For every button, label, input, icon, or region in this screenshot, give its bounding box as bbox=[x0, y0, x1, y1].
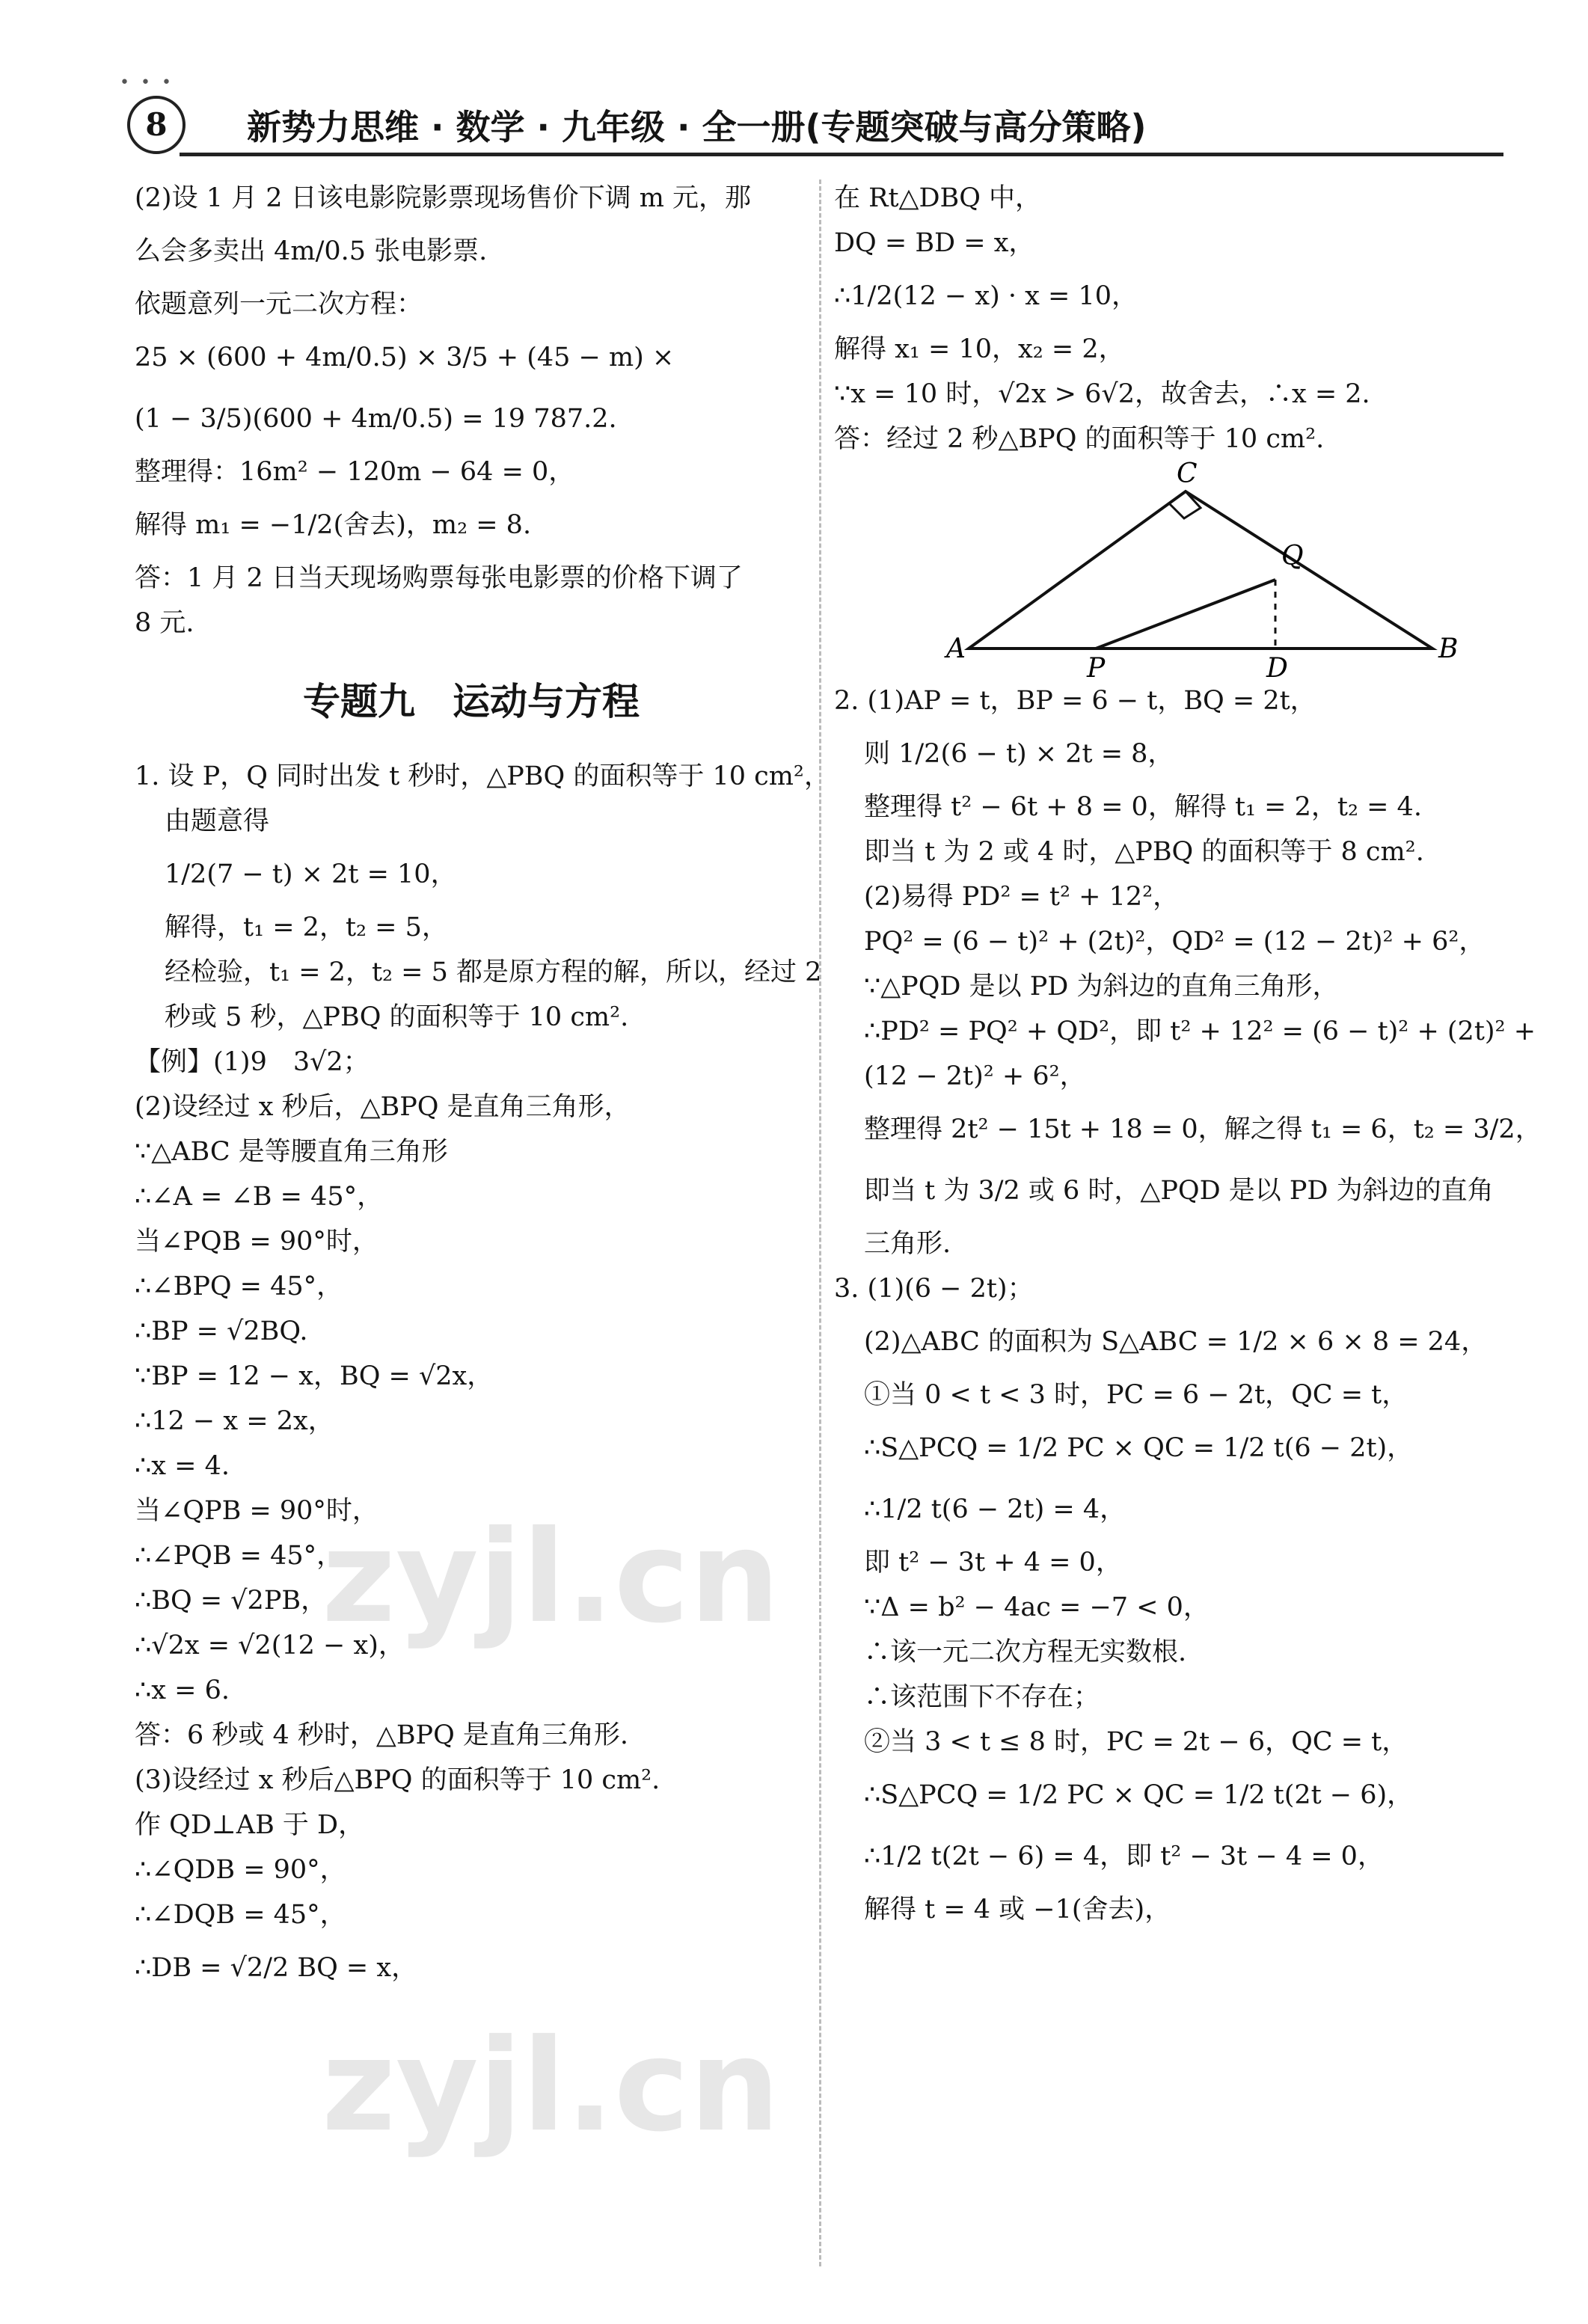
text-line: ∴∠QDB = 90°， bbox=[135, 1855, 346, 1885]
text-line: PQ² = (6 − t)² + (2t)²，QD² = (12 − 2t)² + 6²， bbox=[864, 927, 1486, 957]
label-d: D bbox=[1266, 653, 1288, 678]
text-line: 8 元. bbox=[135, 608, 194, 638]
text-line: (12 − 2t)² + 6²， bbox=[864, 1061, 1086, 1091]
book-title: 新势力思维 · 数学 · 九年级 · 全一册(专题突破与高分策略) bbox=[247, 107, 1147, 147]
text-line: ∴1/2 t(6 − 2t) = 4， bbox=[864, 1494, 1126, 1524]
triangle-diagram bbox=[834, 462, 1507, 678]
text-line: 即当 t 为 2 或 4 时，△PBQ 的面积等于 8 cm². bbox=[864, 837, 1424, 867]
text-line: ②当 3 < t ≤ 8 时，PC = 2t − 6，QC = t， bbox=[864, 1727, 1408, 1757]
text-line: ∴∠BPQ = 45°， bbox=[135, 1272, 343, 1301]
text-line: 1. 设 P，Q 同时出发 t 秒时，△PBQ 的面积等于 10 cm²， bbox=[135, 761, 830, 791]
text-line: ∵BP = 12 − x，BQ = √2x， bbox=[135, 1361, 494, 1391]
text-line: ∵Δ = b² − 4ac = −7 < 0， bbox=[864, 1592, 1210, 1622]
left-column-part-1 bbox=[135, 176, 808, 646]
text-line: 当∠QPB = 90°时， bbox=[135, 1496, 378, 1526]
text-line: (1 − 3/5)(600 + 4m/0.5) = 19 787.2. bbox=[135, 404, 617, 434]
text-line: 则 1/2(6 − t) × 2t = 8， bbox=[864, 739, 1174, 769]
text-line: ∴∠DQB = 45°， bbox=[135, 1900, 346, 1930]
text-line: 2. (1)AP = t，BP = 6 − t，BQ = 2t， bbox=[834, 686, 1316, 716]
text-line: 三角形. bbox=[864, 1229, 951, 1259]
text-line: ∵x = 10 时，√2x > 6√2，故舍去，∴x = 2. bbox=[834, 379, 1370, 409]
text-line: (2)设经过 x 秒后，△BPQ 是直角三角形， bbox=[135, 1092, 631, 1122]
header-rule bbox=[180, 153, 1503, 156]
text-line: 整理得 t² − 6t + 8 = 0，解得 t₁ = 2，t₂ = 4. bbox=[864, 792, 1422, 822]
text-line: 即当 t 为 3/2 或 6 时，△PQD 是以 PD 为斜边的直角 bbox=[864, 1176, 1494, 1206]
text-line: ∴∠A = ∠B = 45°， bbox=[135, 1182, 384, 1212]
text-line: 在 Rt△DBQ 中， bbox=[834, 183, 1042, 213]
text-line: ∴∠PQB = 45°， bbox=[135, 1541, 343, 1571]
text-line: ∴BQ = √2PB， bbox=[135, 1586, 328, 1616]
text-line: 秒或 5 秒，△PBQ 的面积等于 10 cm². bbox=[165, 1002, 629, 1032]
text-line: 答：经过 2 秒△BPQ 的面积等于 10 cm². bbox=[834, 424, 1325, 454]
label-a: A bbox=[946, 634, 966, 664]
text-line: ∴该范围下不存在； bbox=[864, 1682, 1100, 1712]
text-line: ∴1/2 t(2t − 6) = 4，即 t² − 3t − 4 = 0， bbox=[864, 1842, 1384, 1871]
text-line: 解得 x₁ = 10，x₂ = 2， bbox=[834, 334, 1125, 364]
text-line: 解得 m₁ = −1/2(舍去)，m₂ = 8. bbox=[135, 510, 532, 540]
text-line: 作 QD⊥AB 于 D， bbox=[135, 1810, 365, 1840]
page-number: 8 bbox=[127, 96, 186, 154]
text-line: ∴PD² = PQ² + QD²，即 t² + 12² = (6 − t)² + (2t)² + bbox=[864, 1017, 1536, 1046]
section-title: 专题九 运动与方程 bbox=[303, 680, 640, 723]
triangle-abc bbox=[969, 491, 1432, 649]
text-line: ∵△PQD 是以 PD 为斜边的直角三角形， bbox=[864, 972, 1339, 1002]
left-column bbox=[135, 176, 830, 2264]
text-line: 解得 t = 4 或 −1(舍去)， bbox=[864, 1895, 1171, 1925]
label-q: Q bbox=[1281, 541, 1304, 571]
text-line: 整理得：16m² − 120m − 64 = 0， bbox=[135, 457, 575, 487]
text-line: ①当 0 < t < 3 时，PC = 6 − 2t，QC = t， bbox=[864, 1380, 1408, 1410]
text-line: ∴√2x = √2(12 − x)， bbox=[135, 1631, 405, 1661]
text-line: 么会多卖出 4m/0.5 张电影票. bbox=[135, 236, 488, 266]
right-column-part-2 bbox=[834, 678, 1542, 1932]
text-line: 经检验，t₁ = 2，t₂ = 5 都是原方程的解，所以，经过 2 bbox=[165, 957, 822, 987]
label-b: B bbox=[1438, 634, 1459, 664]
text-line: ∴12 − x = 2x， bbox=[135, 1406, 334, 1436]
watermark-1: zyjl.cn bbox=[322, 1503, 780, 1652]
text-line: (2)易得 PD² = t² + 12²， bbox=[864, 882, 1180, 912]
text-line: (3)设经过 x 秒后△BPQ 的面积等于 10 cm². bbox=[135, 1765, 660, 1795]
column-divider bbox=[819, 180, 821, 2266]
right-angle-mark bbox=[1169, 491, 1201, 518]
text-line: ∴该一元二次方程无实数根. bbox=[864, 1637, 1187, 1667]
text-line: ∵△ABC 是等腰直角三角形 bbox=[135, 1137, 448, 1167]
text-line: 解得，t₁ = 2，t₂ = 5， bbox=[165, 913, 448, 942]
text-line: 即 t² − 3t + 4 = 0， bbox=[864, 1548, 1122, 1578]
text-line: ∴x = 6. bbox=[135, 1675, 230, 1705]
text-line: 答：6 秒或 4 秒时，△BPQ 是直角三角形. bbox=[135, 1720, 629, 1750]
text-line: 由题意得 bbox=[165, 806, 270, 836]
segment-pq bbox=[1096, 580, 1275, 649]
text-line: (2)△ABC 的面积为 S△ABC = 1/2 × 6 × 8 = 24， bbox=[864, 1327, 1488, 1357]
left-column-part-2 bbox=[135, 754, 830, 1999]
text-line: (2)设 1 月 2 日该电影院影票现场售价下调 m 元，那 bbox=[135, 183, 752, 213]
text-line: DQ = BD = x， bbox=[834, 228, 1035, 258]
text-line: ∴S△PCQ = 1/2 PC × QC = 1/2 t(6 − 2t)， bbox=[864, 1433, 1414, 1463]
right-column bbox=[834, 176, 1542, 2264]
page-header bbox=[120, 73, 1503, 157]
text-line: 当∠PQB = 90°时， bbox=[135, 1227, 378, 1257]
text-line: ∴1/2(12 − x) · x = 10， bbox=[834, 281, 1138, 311]
text-line: ∴x = 4. bbox=[135, 1451, 230, 1481]
text-line: 【例】(1)9 3√2； bbox=[135, 1047, 370, 1077]
text-line: ∴BP = √2BQ. bbox=[135, 1316, 308, 1346]
text-line: ∴S△PCQ = 1/2 PC × QC = 1/2 t(2t − 6)， bbox=[864, 1780, 1414, 1810]
text-line: 依题意列一元二次方程： bbox=[135, 289, 423, 319]
label-c: C bbox=[1177, 462, 1198, 489]
text-line: 1/2(7 − t) × 2t = 10， bbox=[165, 859, 457, 889]
watermark-2: zyjl.cn bbox=[322, 2012, 780, 2160]
text-line: 整理得 2t² − 15t + 18 = 0，解之得 t₁ = 6，t₂ = 3/2， bbox=[864, 1115, 1542, 1144]
decorative-dots: • • • bbox=[120, 73, 174, 92]
right-column-part-1 bbox=[834, 176, 1507, 462]
text-line: 答：1 月 2 日当天现场购票每张电影票的价格下调了 bbox=[135, 563, 743, 593]
text-line: ∴DB = √2/2 BQ = x， bbox=[135, 1953, 418, 1983]
text-line: 3. (1)(6 − 2t)； bbox=[834, 1274, 1034, 1304]
label-p: P bbox=[1087, 653, 1106, 678]
triangle-figure bbox=[834, 462, 1507, 678]
text-line: 25 × (600 + 4m/0.5) × 3/5 + (45 − m) × bbox=[135, 343, 675, 372]
